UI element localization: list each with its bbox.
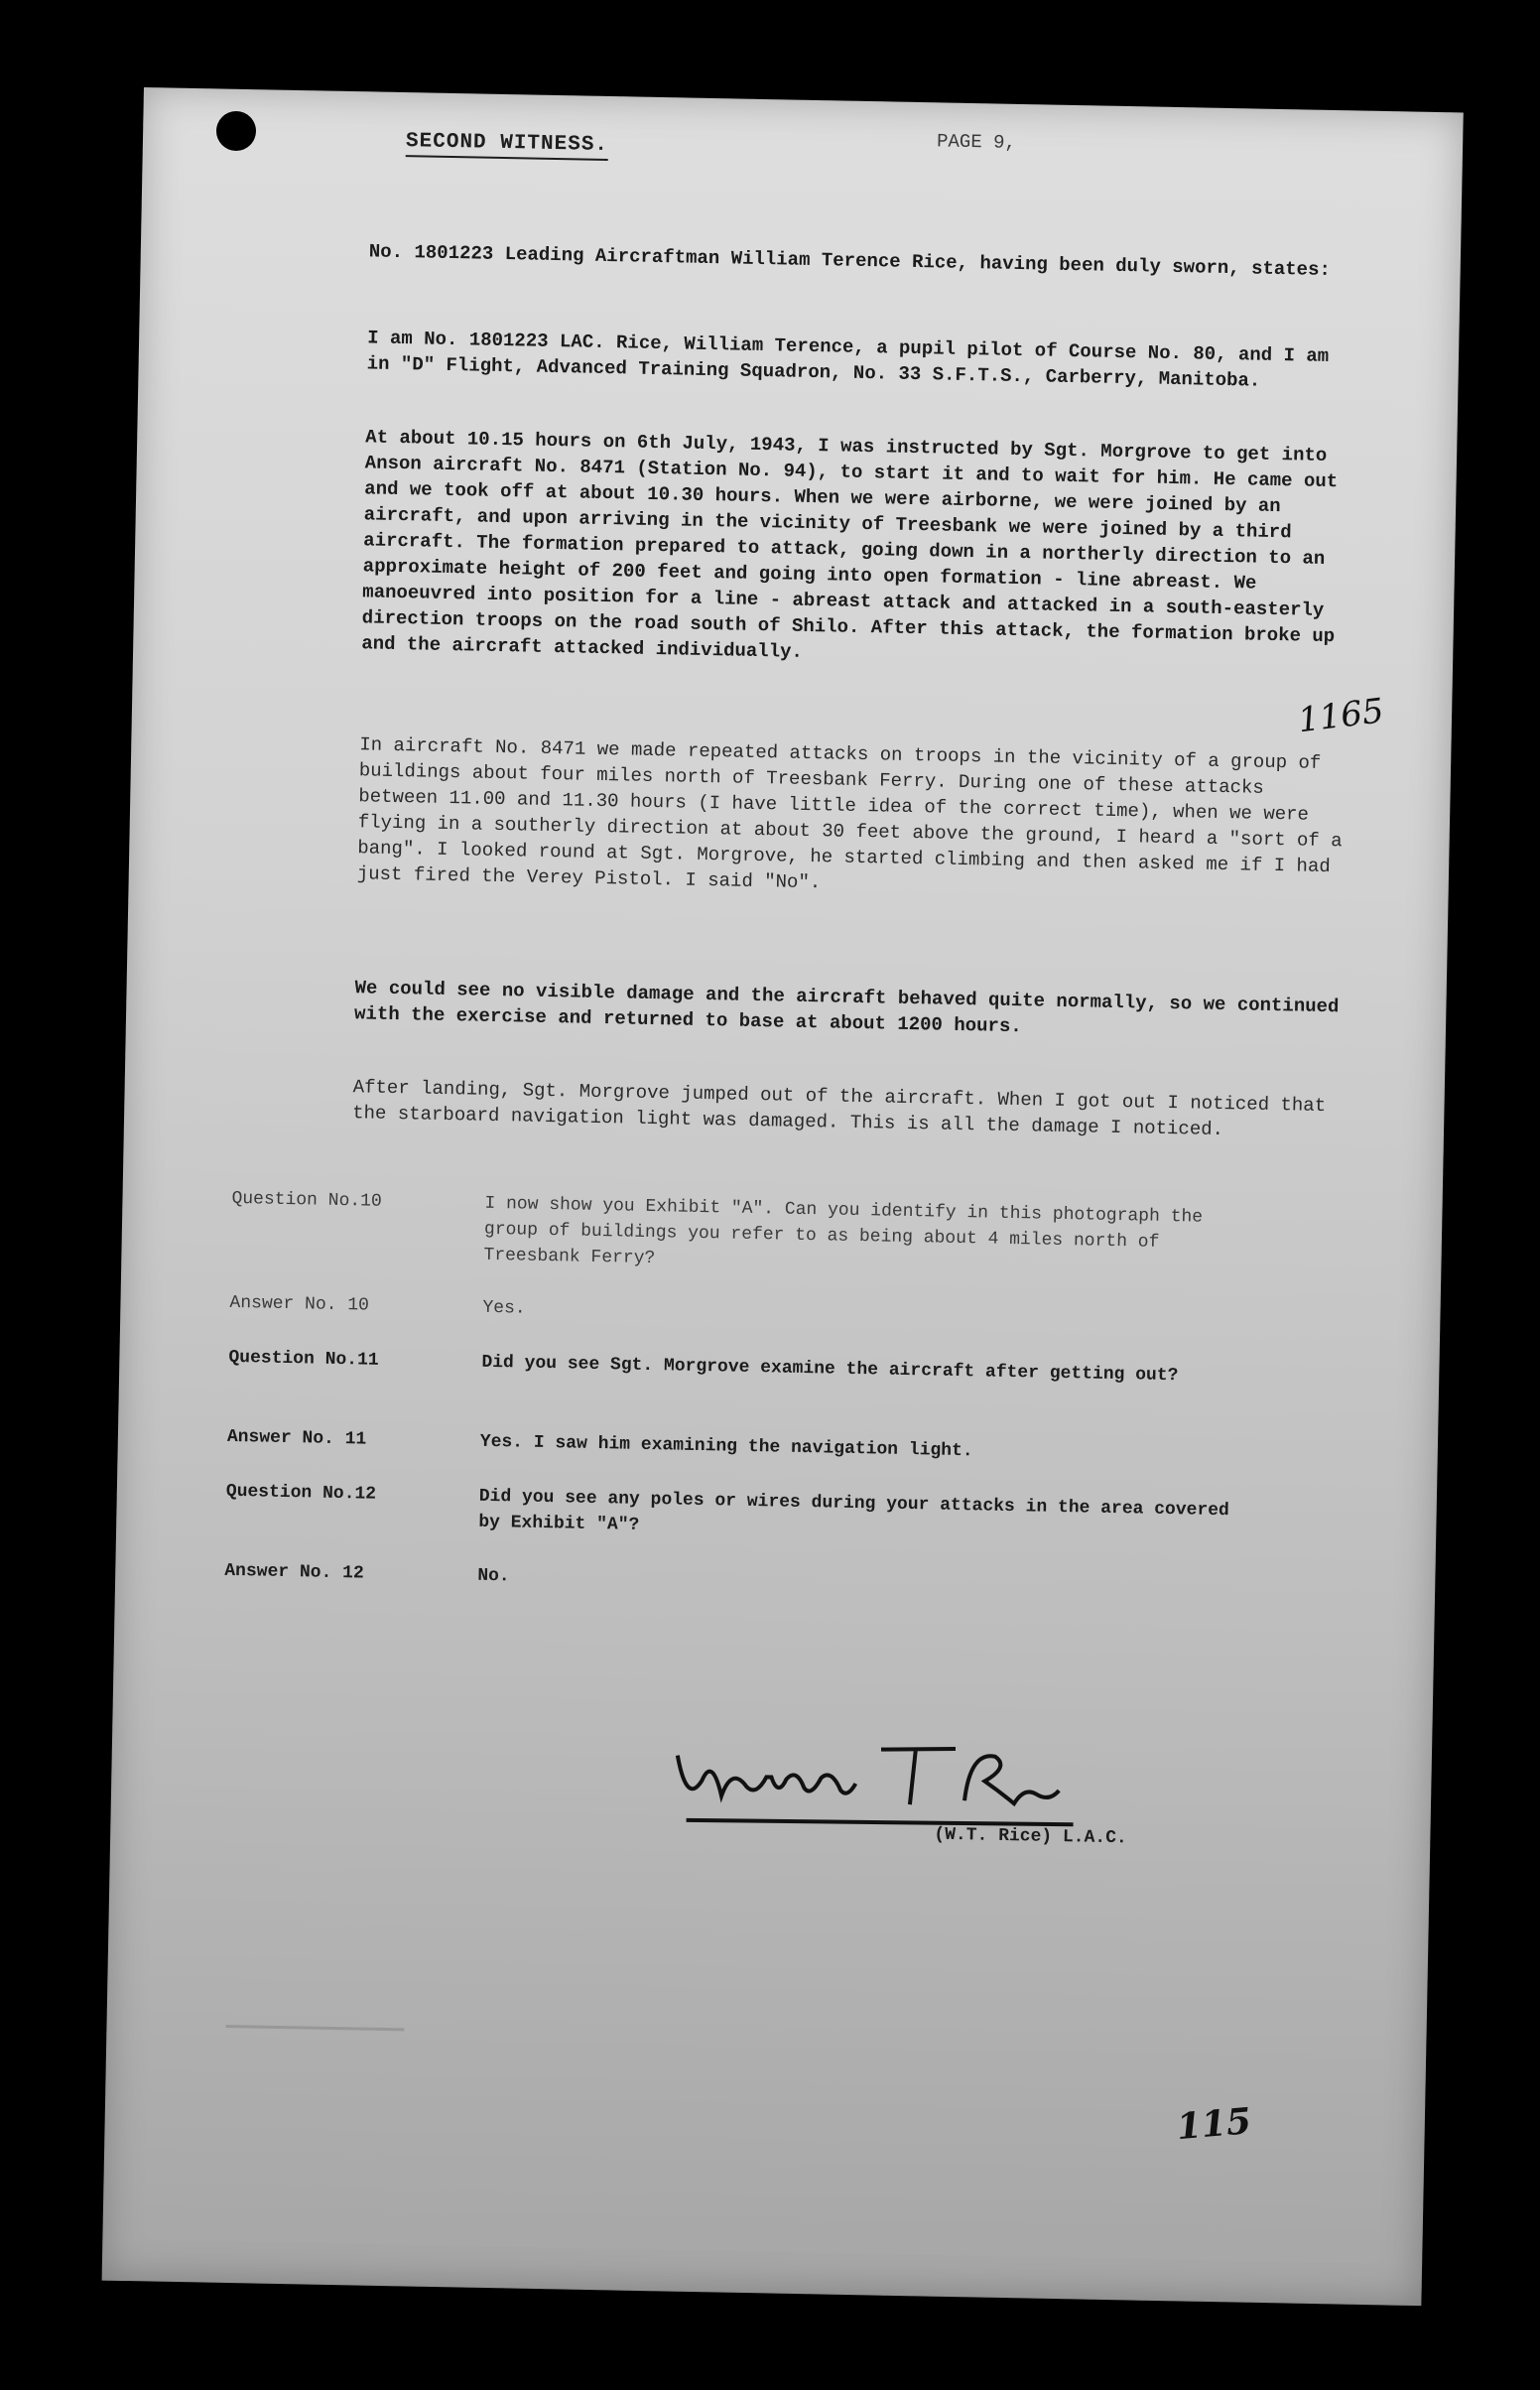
marginal-initials: 1165 (1295, 691, 1386, 741)
qa-item (228, 1345, 1321, 1387)
paragraph-attacks: In aircraft No. 8471 we made repeated attacks on troops in the vicinity of a group of buildings about four miles north of Treesbank Ferry. During one of these attacks between 11.00 and 11.30 hours (I have little idea of the correct time), when we were flying in a southerly direction at about 30 feet above the ground, I heard a "sort of a bang". I looked round at Sgt. Morgrove, he started climbing and then asked me if I had just fired the Verey Pistol. I said "No". (356, 733, 1343, 894)
punch-hole (216, 111, 256, 151)
qa-label: Answer No. 11 (226, 1426, 367, 1450)
qa-text: I now show you Exhibit "A". Can you identify in this photograph the group of buildings you refer to as being about 4 miles north of Treesbank Ferry? (483, 1193, 1204, 1269)
qa-item (226, 1424, 1319, 1462)
document-page (102, 87, 1464, 2306)
qa-label: Question No.12 (225, 1481, 377, 1505)
qa-text: Did you see Sgt. Morgrove examine the aircraft after getting out? (481, 1352, 1179, 1387)
document-heading: SECOND WITNESS. (406, 130, 609, 161)
paragraph-landing: After landing, Sgt. Morgrove jumped out of the aircraft. When I got out I noticed that the starboard navigation light was damaged. This is all the damage I noticed. (351, 1076, 1327, 1141)
paper-smudge (225, 2025, 404, 2031)
qa-item (224, 1558, 1317, 1587)
qa-label: Question No.11 (228, 1347, 379, 1371)
question-answer-section (224, 1186, 1324, 1587)
signature (666, 1725, 1085, 1832)
witness-statement-intro: No. 1801223 Leading Aircraftman William Terence Rice, having been duly sworn, states: (368, 240, 1332, 281)
qa-text: Yes. I saw him examining the navigation light. (479, 1431, 973, 1462)
qa-label: Question No.10 (231, 1188, 382, 1212)
paragraph-exercise: At about 10.15 hours on 6th July, 1943, I was instructed by Sgt. Morgrove to get into Anson aircraft No. 8471 (Station No. 94), to start it and to wait for him. He came out and we took off at about 10.30 hours. When we were airborne, we were joined by an aircraft, and upon arriving in the vicinity of Treesbank we were joined by a third aircraft. The formation prepared to attack, going down in a northerly direction to an approximate height of 200 feet and going into open formation - line abreast. We manoeuvred into position for a line - abreast attack and attacked in a south-easterly direction troops on the road south of Shilo. After this attack, the formation broke up and the aircraft attacked individually. (361, 426, 1339, 663)
corner-initials: 115 (1175, 2099, 1253, 2149)
qa-item (231, 1186, 1324, 1269)
paragraph-identity: I am No. 1801223 LAC. Rice, William Terence, a pupil pilot of Course No. 80, and I am in "D" Flight, Advanced Training Squadron, No. 33 S.F.T.S., Carberry, Manitoba. (366, 327, 1330, 392)
paragraph-damage: We could see no visible damage and the aircraft behaved quite normally, so we continued with the exercise and returned to base at about 1200 hours. (353, 977, 1340, 1038)
qa-text: Did you see any poles or wires during your attacks in the area covered by Exhibit "A"? (478, 1486, 1229, 1535)
qa-text: No. (477, 1565, 510, 1587)
qa-text: Yes. (482, 1297, 526, 1319)
qa-item (229, 1290, 1322, 1319)
qa-label: Answer No. 10 (229, 1292, 370, 1316)
page-number: PAGE 9, (936, 130, 1017, 154)
qa-label: Answer No. 12 (224, 1560, 364, 1584)
qa-item (225, 1479, 1318, 1535)
signature-caption: (W.T. Rice) L.A.C. (934, 1824, 1127, 1849)
